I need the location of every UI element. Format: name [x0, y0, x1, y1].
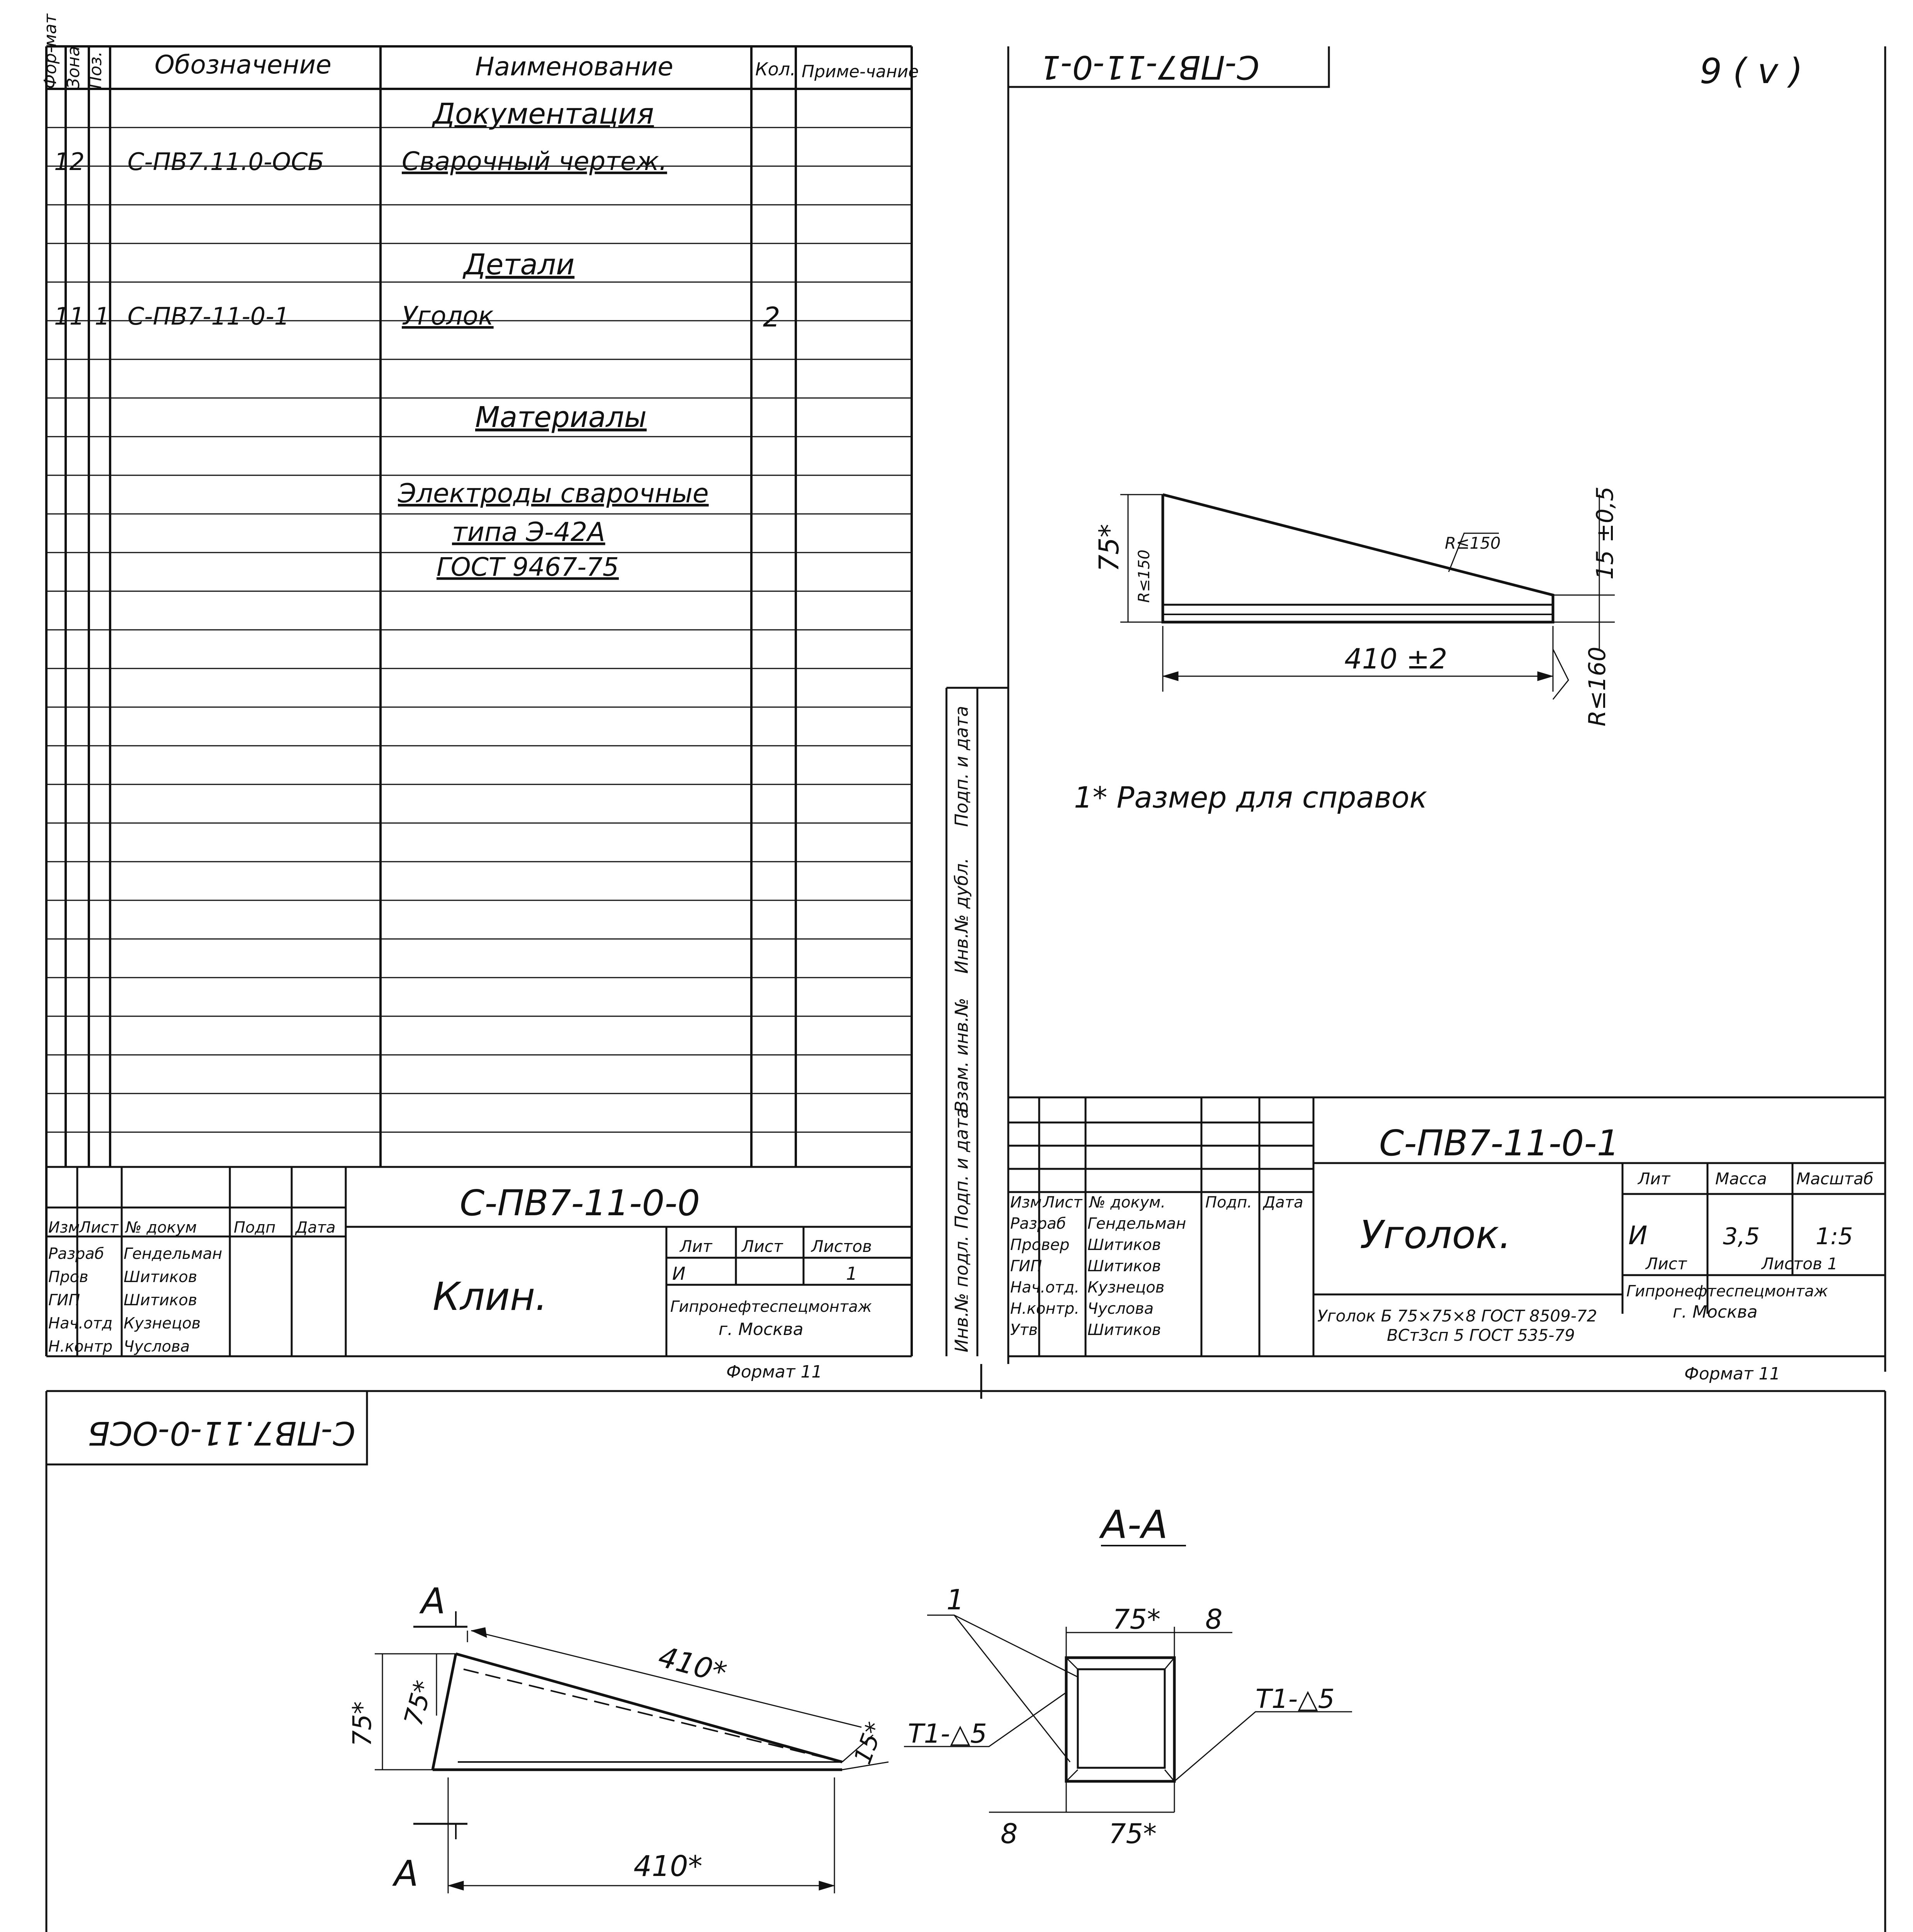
part-staff-5: Н.контр.: [1010, 1300, 1079, 1318]
spec-org: Гипронефтеспецмонтаж: [670, 1298, 872, 1316]
part-name-5: Чуслова: [1087, 1300, 1154, 1318]
section-label: А-А: [1101, 1502, 1168, 1547]
part-corner-mark: 9 ( v ): [1700, 51, 1803, 92]
part-dim-length: 410 ±2: [1344, 643, 1447, 675]
part-format-label: Формат 11: [1684, 1364, 1780, 1384]
part-format: 11: [54, 302, 85, 330]
part-staff-2: Провер: [1010, 1236, 1070, 1254]
part-name-3: Шитиков: [1087, 1257, 1161, 1275]
spec-title-code: С-ПВ7-11-0-0: [460, 1182, 700, 1224]
header-name: Наименование: [475, 52, 673, 82]
header-designation: Обозначение: [155, 50, 331, 80]
assembly-dim-height-outer: 75*: [347, 1701, 377, 1747]
spec-col-doc: № докум: [126, 1219, 197, 1236]
part-designation: С-ПВ7-11-0-1: [127, 302, 290, 330]
spec-sheets-value: 1: [846, 1263, 858, 1284]
material-line-3: ГОСТ 9467-75: [437, 552, 619, 582]
part-mass-value: 3,5: [1723, 1223, 1760, 1250]
spec-name-4: Кузнецов: [124, 1315, 201, 1332]
spec-staff-4: Нач.отд: [48, 1315, 113, 1332]
part-org: Гипронефтеспецмонтаж: [1626, 1282, 1828, 1300]
side-label-5: Инв.№ подл.: [951, 1235, 972, 1352]
part-sheets-label: Листов 1: [1762, 1254, 1838, 1273]
spec-col-date: Дата: [296, 1219, 336, 1236]
part-pos: 1: [95, 302, 110, 330]
section-top-width: 75*: [1113, 1604, 1161, 1635]
part-dim-r-end: R≤160: [1584, 646, 1611, 726]
section-parts: Детали: [464, 248, 575, 281]
part-staff-4: Нач.отд.: [1010, 1279, 1080, 1296]
wedge-side-view: [375, 1611, 889, 1893]
spec-city: г. Москва: [719, 1320, 804, 1339]
header-qty: Кол.: [755, 59, 796, 80]
spec-name-2: Шитиков: [124, 1268, 197, 1286]
doc-format: 12: [54, 148, 85, 176]
assembly-dim-end: 15*: [848, 1718, 889, 1768]
section-materials: Материалы: [475, 401, 647, 434]
side-label-2: Инв.№ дубл.: [951, 857, 972, 974]
assembly-dim-slope: 410*: [655, 1640, 730, 1690]
section-bottom-gap: 8: [1001, 1818, 1018, 1850]
spec-col-list: Лист: [79, 1219, 119, 1236]
spec-name-3: Шитиков: [124, 1291, 197, 1309]
spec-col-sign: Подп: [234, 1219, 276, 1236]
part-name-2: Шитиков: [1087, 1236, 1161, 1254]
header-format: Фор-мат: [41, 14, 60, 89]
part-lit-label: Лит: [1638, 1169, 1670, 1188]
section-weld-right: Т1-△5: [1256, 1684, 1335, 1714]
spec-name-1: Гендельман: [124, 1245, 223, 1263]
part-name-6: Шитиков: [1087, 1321, 1161, 1339]
side-label-4: Подп. и дата: [951, 1107, 972, 1229]
assembly-dim-height-inner: 75*: [398, 1677, 439, 1729]
part-name-1: Гендельман: [1087, 1215, 1186, 1233]
part-scale-value: 1:5: [1816, 1223, 1853, 1250]
section-documentation: Документация: [433, 97, 654, 131]
material-line-2: типа Э-42А: [452, 517, 605, 548]
section-top-gap: 8: [1205, 1604, 1223, 1635]
header-zone: Зона: [64, 46, 83, 89]
spec-lit-label: Лит: [680, 1237, 712, 1256]
sheet-divider: [46, 1364, 1885, 1399]
spec-format-label: Формат 11: [726, 1362, 822, 1382]
part-col-date: Дата: [1263, 1194, 1303, 1211]
part-col-list: Лист: [1043, 1194, 1082, 1211]
part-scale-label: Масштаб: [1796, 1169, 1874, 1188]
part-qty: 2: [763, 301, 780, 333]
part-material-line-1: Уголок Б 75×75×8 ГОСТ 8509-72: [1317, 1306, 1597, 1325]
spec-staff-1: Разраб: [48, 1245, 104, 1263]
part-stamp-code: С-ПВ7-11-0-1: [1040, 48, 1259, 86]
assembly-frame: [8, 1391, 1885, 1932]
spec-lit-value: И: [672, 1263, 686, 1284]
part-name-4: Кузнецов: [1087, 1279, 1165, 1296]
part-lit-value: И: [1628, 1221, 1648, 1250]
part-dim-end: 15 ±0,5: [1592, 486, 1619, 580]
part-dim-r-left: R≤150: [1135, 549, 1153, 603]
doc-name: Сварочный чертеж.: [402, 146, 667, 176]
spec-staff-2: Пров: [48, 1268, 88, 1286]
part-staff-1: Разраб: [1010, 1215, 1066, 1233]
spec-sheet-label: Лист: [742, 1237, 783, 1256]
spec-col-izm: Изм: [48, 1219, 80, 1236]
part-name: Уголок: [402, 301, 494, 331]
spec-staff-3: ГИП: [48, 1291, 80, 1309]
part-mass-label: Масса: [1715, 1169, 1767, 1188]
side-label-3: Взам. инв.№: [951, 998, 972, 1113]
assembly-stamp-code: С-ПВ7.11-0-ОСБ: [87, 1414, 355, 1452]
part-col-izm: Изм: [1010, 1194, 1042, 1211]
part-sheet-label: Лист: [1646, 1254, 1687, 1273]
assembly-dim-bottom: 410*: [634, 1850, 703, 1883]
part-material-line-2: ВСт3сп 5 ГОСТ 535-79: [1387, 1326, 1575, 1345]
doc-designation: С-ПВ7.11.0-ОСБ: [127, 148, 324, 176]
section-pos-number: 1: [946, 1583, 964, 1616]
part-side-labels: [951, 706, 972, 1352]
part-title-name: Уголок.: [1360, 1212, 1511, 1257]
part-dim-r-slope: R≤150: [1445, 534, 1501, 553]
header-pos: Поз.: [86, 51, 105, 89]
side-label-1: Подп. и дата: [951, 706, 972, 827]
part-city: г. Москва: [1673, 1302, 1758, 1322]
material-line-1: Электроды сварочные: [398, 478, 709, 509]
part-staff-3: ГИП: [1010, 1257, 1042, 1275]
part-col-sign: Подп.: [1205, 1194, 1252, 1211]
spec-name-5: Чуслова: [124, 1338, 190, 1355]
spec-staff-5: Н.контр: [48, 1338, 113, 1355]
section-weld-left: Т1-△5: [908, 1719, 987, 1749]
section-bottom-width: 75*: [1109, 1818, 1157, 1850]
cut-letter-top: А: [421, 1580, 445, 1622]
part-col-doc: № докум.: [1089, 1194, 1166, 1211]
part-title-code: С-ПВ7-11-0-1: [1379, 1122, 1619, 1164]
part-note: 1* Размер для справок: [1074, 780, 1427, 815]
cut-letter-bottom: А: [394, 1853, 418, 1894]
spec-sheets-label: Листов: [811, 1237, 872, 1256]
spec-title-name: Клин.: [433, 1274, 548, 1319]
header-note: Приме-чание: [802, 62, 919, 82]
part-staff-6: Утв: [1010, 1321, 1038, 1339]
part-dim-height: 75*: [1093, 524, 1125, 572]
